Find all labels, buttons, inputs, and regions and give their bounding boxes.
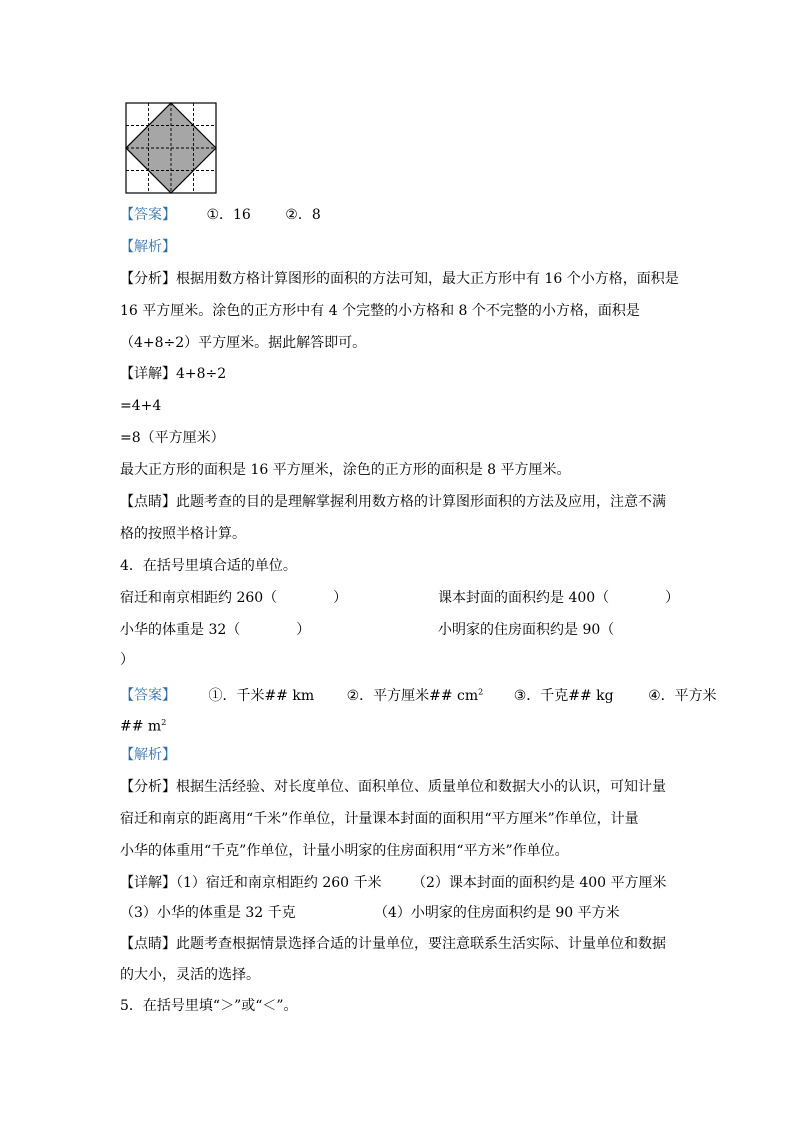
answer-item: ④．平方米 [648,687,717,704]
answer-item: ②．8 [285,207,321,223]
fenxi-tag: 【分析】 [120,271,176,287]
analysis-text: 根据用数方格计算图形的面积的方法可知，最大正方形中有 16 个小方格，面积是 [176,271,679,287]
analysis-line [120,777,666,797]
comment-line [120,492,666,512]
answer-item: ①．千米## km [208,687,315,704]
comment-text: 此题考查的目的是理解掌握利用数方格的计算图形面积的方法及应用，注意不满 [176,494,666,510]
q3-answer-row [120,205,321,225]
detail-text: （3）小华的体重是 32 千克 [120,905,296,921]
analysis-line: 宿迁和南京的距离用“千米”作单位，计量课本封面的面积用“平方厘米”作单位，计量 [120,811,639,827]
answer-tag: 【答案】 [120,687,176,704]
answer-text: ## m [120,718,162,735]
grid-square-figure [124,102,218,194]
question-item: 课本封面的面积约是 400（ ） [438,590,680,606]
question-title: 5．在括号里填“＞”或“＜”。 [120,998,298,1014]
analysis-line: （4+8÷2）平方厘米。据此解答即可。 [120,335,367,351]
q4-answer-row [120,682,717,706]
answer-tag: 【答案】 [120,207,176,223]
detail-text: （4）小明家的住房面积约是 90 平方米 [374,905,620,921]
xiangjie-tag: 【详解】 [120,366,176,382]
answer-item [347,688,484,704]
analysis-tag: 【解析】 [120,747,176,763]
dianjing-tag: 【点睛】 [120,936,176,952]
comment-line: 的大小，灵活的选择。 [120,967,260,983]
question-item: 小明家的住房面积约是 90（ [438,622,615,638]
detail-text: （1）宿迁和南京相距约 260 千米 [176,875,382,891]
superscript: 2 [478,687,484,696]
answer-item: ①．16 [206,207,251,223]
answer-item: ③．千克## kg [513,687,614,704]
superscript: 2 [161,718,167,727]
analysis-line: 小华的体重用“千克”作单位，计量小明家的住房面积用“平方米”作单位。 [120,843,569,859]
detail-text: （2）课本封面的面积约是 400 平方厘米 [412,875,667,891]
analysis-tag: 【解析】 [120,239,176,255]
answer-continued [120,713,166,737]
question-item: 宿迁和南京相距约 260（ ） [120,590,348,606]
xiangjie-tag: 【详解】 [120,875,176,891]
analysis-line [120,269,679,289]
analysis-text: 根据生活经验、对长度单位、面积单位、质量单位和数据大小的认识，可知计量 [176,779,666,795]
answer-text: ②．平方厘米## cm [346,687,479,704]
dianjing-tag: 【点睛】 [120,494,176,510]
question-item-close: ） [120,652,134,668]
question-title: 4．在括号里填合适的单位。 [120,558,297,574]
detail-line [120,364,226,384]
calc-step: =8（平方厘米） [120,430,225,446]
comment-line: 格的按照半格计算。 [120,526,246,542]
expression: 4+8÷2 [176,366,227,382]
question-item: 小华的体重是 32（ ） [120,622,311,638]
conclusion: 最大正方形的面积是 16 平方厘米，涂色的正方形的面积是 8 平方厘米。 [120,462,571,478]
fenxi-tag: 【分析】 [120,779,176,795]
analysis-line: 16 平方厘米。涂色的正方形中有 4 个完整的小方格和 8 个不完整的小方格，面积是 [120,303,640,319]
comment-line [120,934,666,954]
detail-line [120,873,382,893]
comment-text: 此题考查根据情景选择合适的计量单位，要注意联系生活实际、计量单位和数据 [176,936,666,952]
calc-step: =4+4 [120,398,162,414]
